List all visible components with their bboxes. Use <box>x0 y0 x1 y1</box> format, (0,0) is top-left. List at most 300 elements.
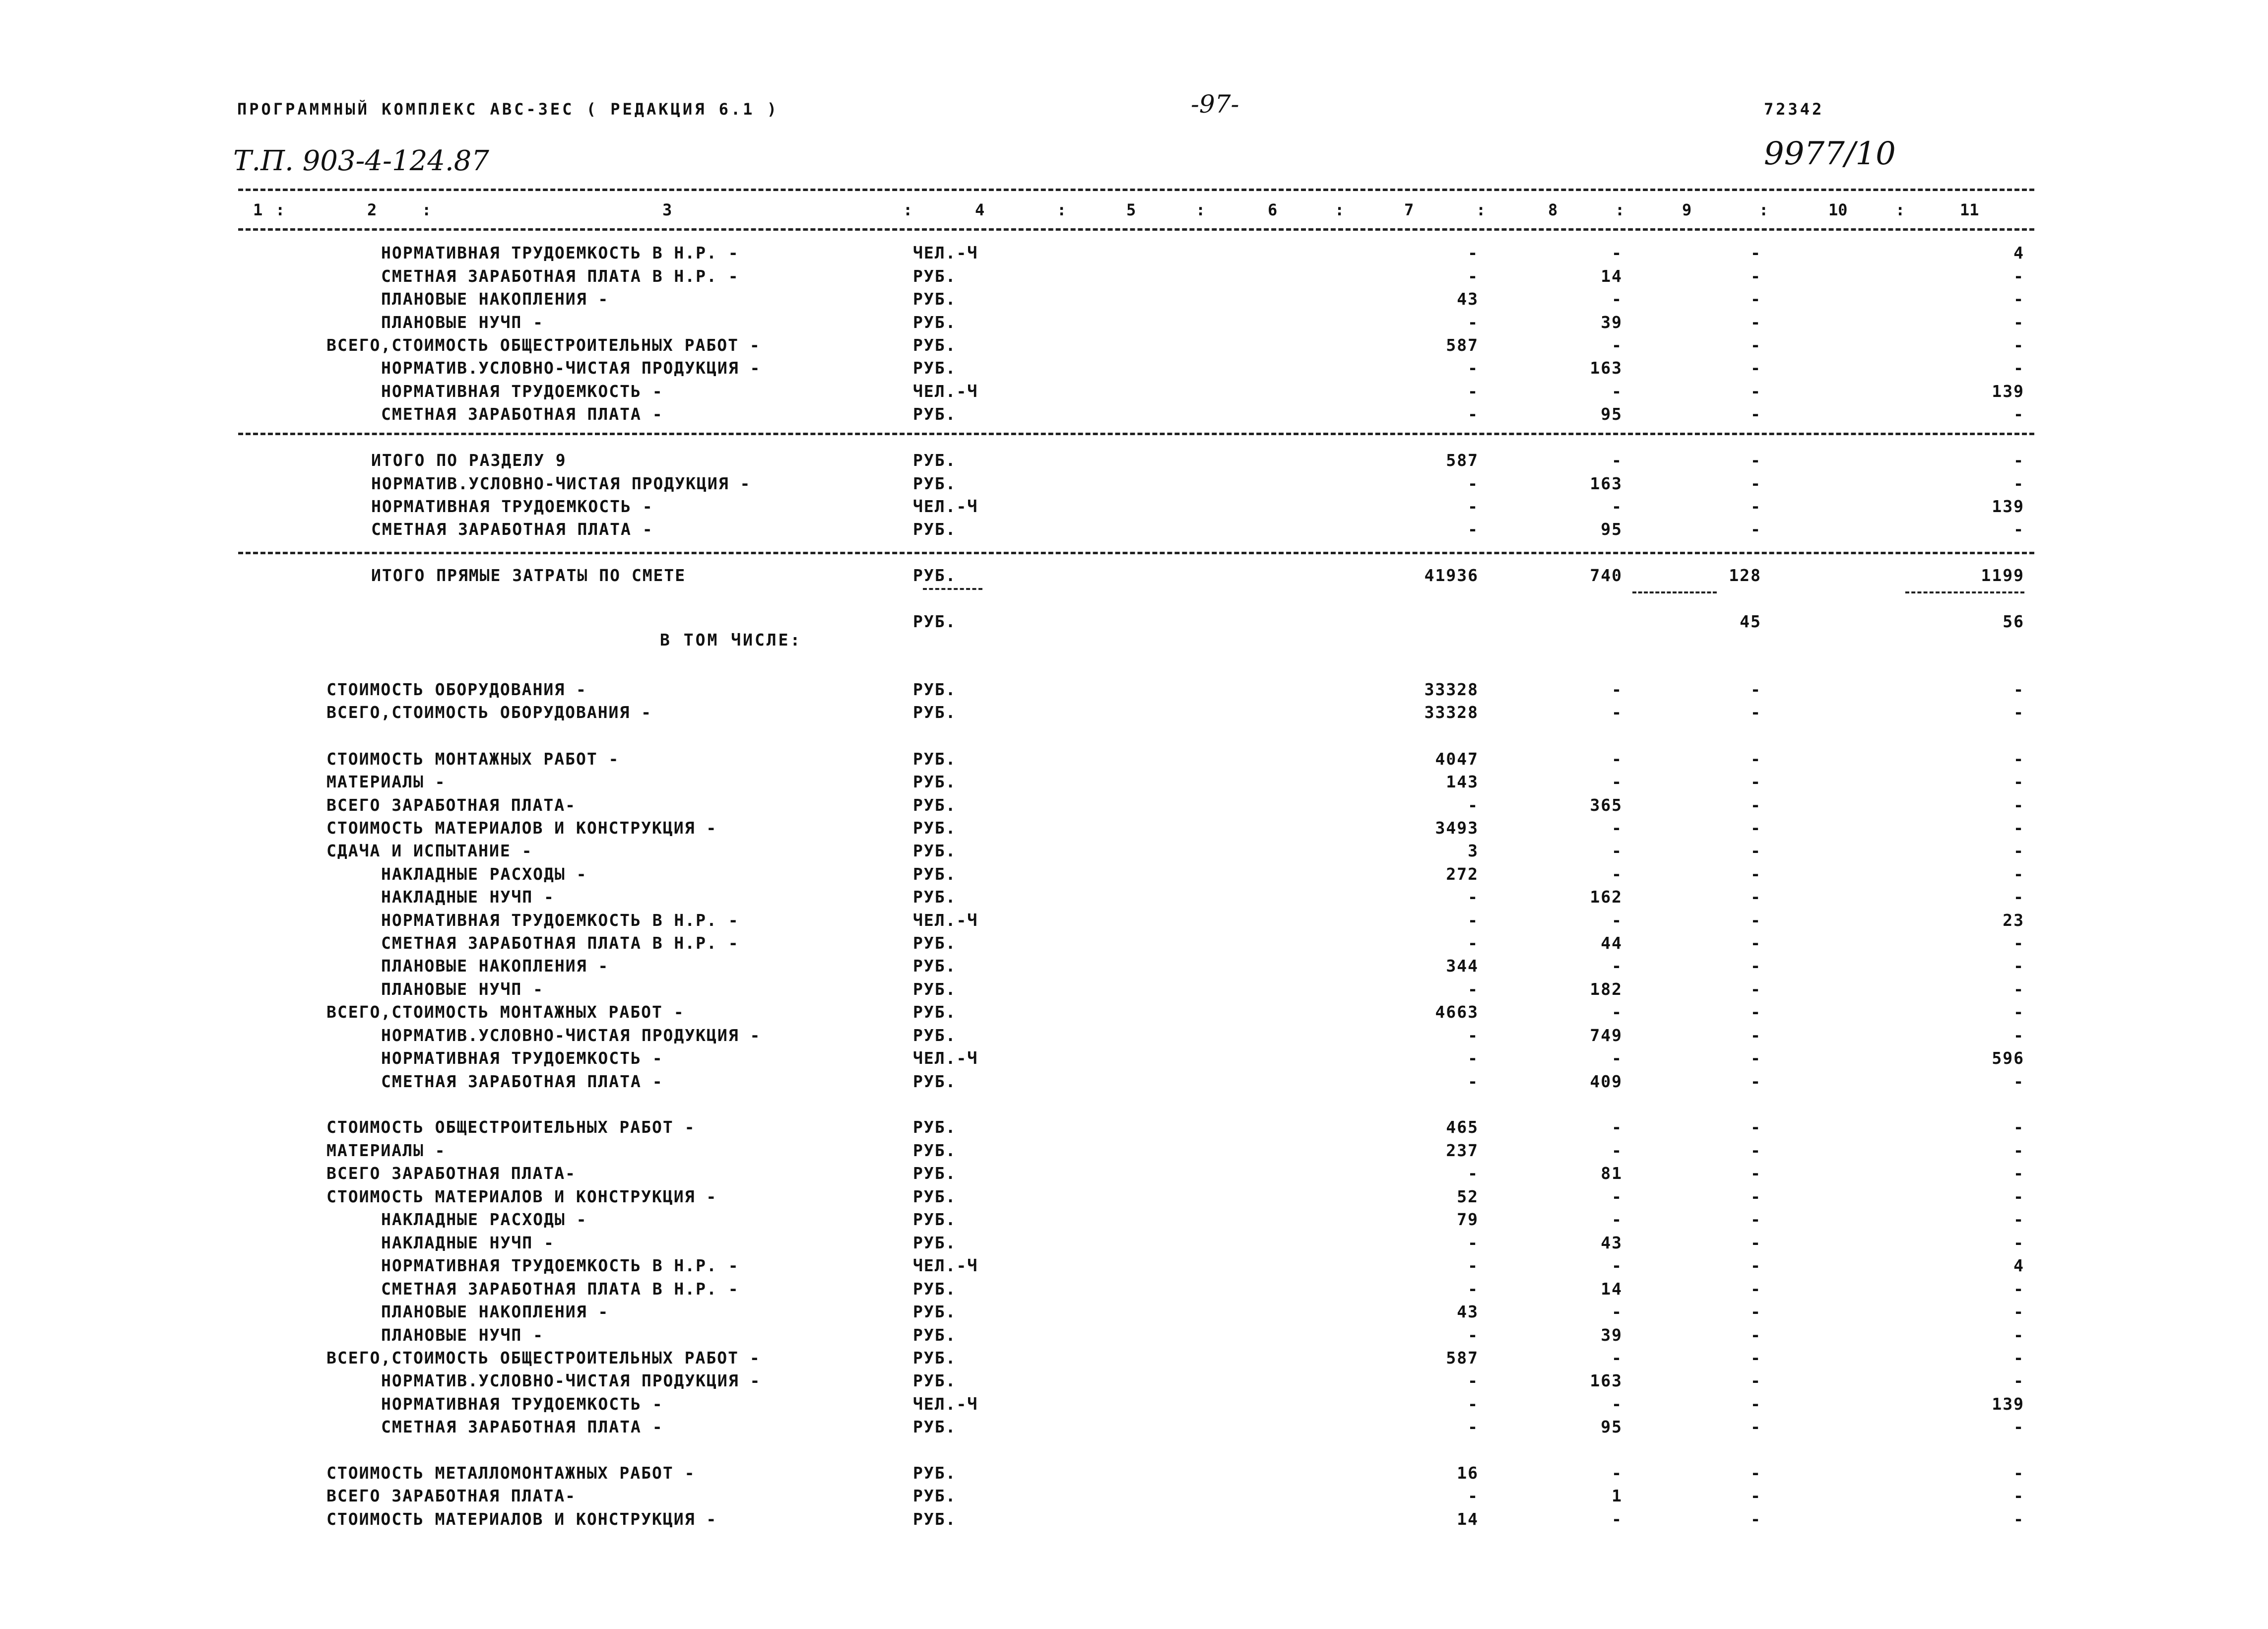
column-header-cell: 6 <box>1268 200 1278 219</box>
col8-value: - <box>1612 680 1622 699</box>
col7-value: - <box>1468 1233 1479 1252</box>
row-name: НОРМАТИВНАЯ ТРУДОЕМКОСТЬ - <box>381 1048 663 1068</box>
col9-value: 45 <box>1740 612 1761 631</box>
table-row <box>0 1325 2268 1345</box>
row-name: СТОИМОСТЬ МАТЕРИАЛОВ И КОНСТРУКЦИЯ - <box>326 1187 717 1206</box>
col8-value: - <box>1612 497 1622 516</box>
col8-value: 1 <box>1612 1486 1622 1505</box>
row-name: НОРМАТИВНАЯ ТРУДОЕМКОСТЬ В Н.Р. - <box>381 1256 739 1275</box>
row-name: НОРМАТИВ.УСЛОВНО-ЧИСТАЯ ПРОДУКЦИЯ - <box>381 1371 761 1390</box>
col8-value: - <box>1612 1210 1622 1229</box>
row-unit: РУБ. <box>913 703 957 722</box>
col7-value: - <box>1468 520 1479 539</box>
handwritten-number: 9977/10 <box>1764 135 1896 172</box>
table-row <box>0 703 2268 722</box>
row-unit: ЧЕЛ.-Ч <box>913 243 978 262</box>
table-row <box>0 313 2268 332</box>
row-unit: РУБ. <box>913 933 957 953</box>
col7-value: - <box>1468 1325 1479 1345</box>
row-name: СТОИМОСТЬ МАТЕРИАЛОВ И КОНСТРУКЦИЯ - <box>326 818 717 838</box>
row-unit: РУБ. <box>913 956 957 976</box>
col9-value: - <box>1750 749 1761 769</box>
table-row <box>0 1026 2268 1045</box>
rule-header <box>238 228 2034 231</box>
row-unit: РУБ. <box>913 520 957 539</box>
col9-value: - <box>1750 1509 1761 1529</box>
col11-value: 139 <box>1992 497 2024 516</box>
col11-value: - <box>2013 1279 2024 1299</box>
col9-value: - <box>1750 1394 1761 1414</box>
row-name: СМЕТНАЯ ЗАРАБОТНАЯ ПЛАТА В Н.Р. - <box>381 1279 739 1299</box>
table-row <box>0 1302 2268 1322</box>
col7-value: 237 <box>1446 1141 1479 1160</box>
col11-value: 139 <box>1992 1394 2024 1414</box>
col8-value: - <box>1612 1302 1622 1321</box>
col11-value: - <box>2013 887 2024 907</box>
column-header-cell: 5 <box>1126 200 1136 219</box>
col8-value: - <box>1612 451 1622 470</box>
col8-value: 163 <box>1590 358 1622 378</box>
col11-value: 139 <box>1992 382 2024 401</box>
row-name: СТОИМОСТЬ ОБЩЕСТРОИТЕЛЬНЫХ РАБОТ - <box>326 1117 696 1137</box>
column-header-cell: : <box>1335 200 1345 219</box>
column-header-cell: : <box>903 200 913 219</box>
table-row <box>0 520 2268 539</box>
col11-value: - <box>2013 864 2024 884</box>
table-row <box>0 956 2268 976</box>
col9-value: - <box>1750 956 1761 976</box>
col11-value: 4 <box>2013 243 2024 262</box>
table-row <box>0 358 2268 378</box>
table-row <box>0 566 2268 586</box>
row-name: НОРМАТИВНАЯ ТРУДОЕМКОСТЬ В Н.Р. - <box>381 243 739 262</box>
col11-value: - <box>2013 313 2024 332</box>
page-number: -97- <box>1191 90 1239 119</box>
row-unit: ЧЕЛ.-Ч <box>913 382 978 401</box>
col11-value: - <box>2013 335 2024 355</box>
col7-value: 43 <box>1457 1302 1479 1321</box>
table-row <box>0 979 2268 999</box>
column-header-cell: 9 <box>1682 200 1692 219</box>
col11-value: - <box>2013 1325 2024 1345</box>
col7-value: - <box>1468 1394 1479 1414</box>
col8-value: - <box>1612 382 1622 401</box>
row-name: НАКЛАДНЫЕ РАСХОДЫ - <box>381 1210 587 1229</box>
table-row <box>0 1072 2268 1092</box>
row-unit: РУБ. <box>913 772 957 791</box>
table-row <box>0 1117 2268 1137</box>
document-code: 72342 <box>1764 100 1824 119</box>
col7-value: - <box>1468 404 1479 424</box>
row-unit: РУБ. <box>913 313 957 332</box>
col8-value: - <box>1612 956 1622 976</box>
col11-value: - <box>2013 1026 2024 1045</box>
column-header-cell: 2 <box>367 200 377 219</box>
col7-value: - <box>1468 1417 1479 1436</box>
table-row <box>0 1187 2268 1207</box>
col11-value: - <box>2013 404 2024 424</box>
table-row <box>0 1002 2268 1022</box>
col9-value: - <box>1750 841 1761 860</box>
col7-value: 43 <box>1457 289 1479 309</box>
row-unit: РУБ. <box>913 474 957 493</box>
col11-value: - <box>2013 1210 2024 1229</box>
col11-value: 23 <box>2003 911 2024 930</box>
row-unit: РУБ. <box>913 1233 957 1252</box>
row-unit: РУБ. <box>913 1210 957 1229</box>
col11-value: - <box>2013 703 2024 722</box>
row-unit: РУБ. <box>913 1072 957 1091</box>
column-header-cell: : <box>422 200 432 219</box>
col7-value: - <box>1468 474 1479 493</box>
col11-value: - <box>2013 956 2024 976</box>
col11-value: - <box>2013 451 2024 470</box>
col9-value: - <box>1750 451 1761 470</box>
col8-value: - <box>1612 289 1622 309</box>
col7-value: 465 <box>1446 1117 1479 1137</box>
col8-value: - <box>1612 864 1622 884</box>
col7-value: 16 <box>1457 1463 1479 1483</box>
section-label: В ТОМ ЧИСЛЕ: <box>660 630 802 650</box>
column-header-cell: : <box>1615 200 1625 219</box>
col8-value: 95 <box>1601 404 1622 424</box>
col9-value: - <box>1750 818 1761 838</box>
column-header-cell: 8 <box>1548 200 1558 219</box>
col11-value: - <box>2013 1302 2024 1321</box>
col8-value: 163 <box>1590 1371 1622 1390</box>
col9-value: - <box>1750 243 1761 262</box>
col7-value: - <box>1468 266 1479 286</box>
table-row <box>0 335 2268 355</box>
row-name: ПЛАНОВЫЕ НАКОПЛЕНИЯ - <box>381 956 609 976</box>
col7-value: - <box>1468 887 1479 907</box>
subtotal-rule <box>923 588 982 590</box>
row-name: НОРМАТИВНАЯ ТРУДОЕМКОСТЬ - <box>381 382 663 401</box>
row-unit: РУБ. <box>913 1325 957 1345</box>
row-unit: РУБ. <box>913 404 957 424</box>
row-unit: РУБ. <box>913 1117 957 1137</box>
col11-value: - <box>2013 1463 2024 1483</box>
col7-value: 344 <box>1446 956 1479 976</box>
row-unit: ЧЕЛ.-Ч <box>913 911 978 930</box>
row-name: СТОИМОСТЬ ОБОРУДОВАНИЯ - <box>326 680 587 699</box>
col7-value: 3 <box>1468 841 1479 860</box>
row-unit: РУБ. <box>913 749 957 769</box>
col8-value: 81 <box>1601 1164 1622 1183</box>
col7-value: 52 <box>1457 1187 1479 1206</box>
row-unit: РУБ. <box>913 1371 957 1390</box>
column-header-cell: : <box>1895 200 1905 219</box>
col8-value: - <box>1612 911 1622 930</box>
col7-value: 14 <box>1457 1509 1479 1529</box>
row-unit: РУБ. <box>913 1463 957 1483</box>
column-header-cell: 3 <box>662 200 672 219</box>
table-row <box>0 680 2268 700</box>
row-unit: РУБ. <box>913 1417 957 1436</box>
col8-value: - <box>1612 1187 1622 1206</box>
col7-value: - <box>1468 979 1479 999</box>
row-name: ВСЕГО,СТОИМОСТЬ МОНТАЖНЫХ РАБОТ - <box>326 1002 685 1022</box>
col9-value: - <box>1750 497 1761 516</box>
row-name: ПЛАНОВЫЕ НУЧП - <box>381 979 544 999</box>
col8-value: 162 <box>1590 887 1622 907</box>
col7-value: - <box>1468 497 1479 516</box>
col7-value: - <box>1468 1048 1479 1068</box>
row-unit: РУБ. <box>913 1002 957 1022</box>
col9-value: - <box>1750 1302 1761 1321</box>
row-name: НОРМАТИВ.УСЛОВНО-ЧИСТАЯ ПРОДУКЦИЯ - <box>371 474 751 493</box>
sheet-title: Т.П. 903-4-124.87 <box>233 145 489 177</box>
row-unit: РУБ. <box>913 1279 957 1299</box>
col9-value: - <box>1750 1325 1761 1345</box>
table-row <box>0 497 2268 517</box>
row-unit: РУБ. <box>913 358 957 378</box>
col8-value: 95 <box>1601 520 1622 539</box>
col7-value: 79 <box>1457 1210 1479 1229</box>
col11-value: - <box>2013 979 2024 999</box>
table-row <box>0 474 2268 494</box>
table-row <box>0 612 2268 632</box>
col11-value: - <box>2013 772 2024 791</box>
col11-value: - <box>2013 1141 2024 1160</box>
col11-value: - <box>2013 818 2024 838</box>
col8-value: 43 <box>1601 1233 1622 1252</box>
column-header-cell: : <box>1476 200 1486 219</box>
col8-value: - <box>1612 703 1622 722</box>
col8-value: 39 <box>1601 313 1622 332</box>
row-name: ИТОГО ПО РАЗДЕЛУ 9 <box>371 451 567 470</box>
col11-value: - <box>2013 749 2024 769</box>
subtotal-rule <box>1632 591 1717 593</box>
col11-value: 596 <box>1992 1048 2024 1068</box>
row-unit: РУБ. <box>913 864 957 884</box>
col7-value: - <box>1468 243 1479 262</box>
col7-value: - <box>1468 1256 1479 1275</box>
col9-value: - <box>1750 1002 1761 1022</box>
col9-value: - <box>1750 1486 1761 1505</box>
table-row <box>0 1463 2268 1483</box>
row-name: СТОИМОСТЬ МЕТАЛЛОМОНТАЖНЫХ РАБОТ - <box>326 1463 696 1483</box>
col9-value: - <box>1750 887 1761 907</box>
row-name: СМЕТНАЯ ЗАРАБОТНАЯ ПЛАТА - <box>381 1417 663 1436</box>
col7-value: 41936 <box>1424 566 1479 585</box>
row-name: СМЕТНАЯ ЗАРАБОТНАЯ ПЛАТА - <box>381 404 663 424</box>
col11-value: - <box>2013 841 2024 860</box>
col8-value: 95 <box>1601 1417 1622 1436</box>
col11-value: 4 <box>2013 1256 2024 1275</box>
column-header-cell: : <box>275 200 285 219</box>
row-name: СМЕТНАЯ ЗАРАБОТНАЯ ПЛАТА - <box>371 520 653 539</box>
column-header-cell: : <box>1196 200 1206 219</box>
table-row <box>0 1233 2268 1253</box>
row-name: СТОИМОСТЬ МАТЕРИАЛОВ И КОНСТРУКЦИЯ - <box>326 1509 717 1529</box>
table-row <box>0 1417 2268 1437</box>
col8-value: - <box>1612 1141 1622 1160</box>
column-header-cell: 1 <box>253 200 263 219</box>
col8-value: 39 <box>1601 1325 1622 1345</box>
col11-value: - <box>2013 1348 2024 1368</box>
row-unit: РУБ. <box>913 795 957 815</box>
col7-value: - <box>1468 1279 1479 1299</box>
col11-value: - <box>2013 795 2024 815</box>
col8-value: - <box>1612 1048 1622 1068</box>
table-row <box>0 1371 2268 1391</box>
col7-value: - <box>1468 313 1479 332</box>
row-name: НАКЛАДНЫЕ РАСХОДЫ - <box>381 864 587 884</box>
subtotal-rule <box>1905 591 2024 593</box>
table-row <box>0 887 2268 907</box>
col9-value: - <box>1750 1141 1761 1160</box>
col7-value: 3493 <box>1435 818 1479 838</box>
col11-value: - <box>2013 680 2024 699</box>
col11-value: - <box>2013 474 2024 493</box>
rule-section-1 <box>238 433 2034 435</box>
row-name: ПЛАНОВЫЕ НАКОПЛЕНИЯ - <box>381 1302 609 1321</box>
row-name: НАКЛАДНЫЕ НУЧП - <box>381 887 555 907</box>
table-row <box>0 1210 2268 1230</box>
row-unit: ЧЕЛ.-Ч <box>913 1048 978 1068</box>
col9-value: - <box>1750 1256 1761 1275</box>
col9-value: - <box>1750 1164 1761 1183</box>
col7-value: - <box>1468 933 1479 953</box>
row-name: НОРМАТИВНАЯ ТРУДОЕМКОСТЬ В Н.Р. - <box>381 911 739 930</box>
row-name: НОРМАТИВНАЯ ТРУДОЕМКОСТЬ - <box>381 1394 663 1414</box>
row-name: ПЛАНОВЫЕ НУЧП - <box>381 313 544 332</box>
col8-value: 365 <box>1590 795 1622 815</box>
table-row <box>0 382 2268 401</box>
col8-value: - <box>1612 1002 1622 1022</box>
col8-value: 182 <box>1590 979 1622 999</box>
row-name: ПЛАНОВЫЕ НУЧП - <box>381 1325 544 1345</box>
row-unit: ЧЕЛ.-Ч <box>913 497 978 516</box>
col9-value: - <box>1750 382 1761 401</box>
rule-section-2 <box>238 552 2034 554</box>
col7-value: 272 <box>1446 864 1479 884</box>
row-name: ПЛАНОВЫЕ НАКОПЛЕНИЯ - <box>381 289 609 309</box>
col9-value: - <box>1750 266 1761 286</box>
row-name: ВСЕГО ЗАРАБОТНАЯ ПЛАТА- <box>326 1164 576 1183</box>
col11-value: - <box>2013 1117 2024 1137</box>
rule-top <box>238 189 2034 191</box>
col8-value: - <box>1612 1117 1622 1137</box>
col9-value: - <box>1750 358 1761 378</box>
col8-value: 44 <box>1601 933 1622 953</box>
row-unit: РУБ. <box>913 680 957 699</box>
table-row <box>0 404 2268 424</box>
col7-value: - <box>1468 1371 1479 1390</box>
row-name: СМЕТНАЯ ЗАРАБОТНАЯ ПЛАТА В Н.Р. - <box>381 933 739 953</box>
row-name: НОРМАТИВ.УСЛОВНО-ЧИСТАЯ ПРОДУКЦИЯ - <box>381 1026 761 1045</box>
table-row <box>0 1048 2268 1068</box>
table-row <box>0 266 2268 286</box>
col11-value: 56 <box>2003 612 2024 631</box>
table-row <box>0 864 2268 884</box>
col9-value: - <box>1750 335 1761 355</box>
row-name: ВСЕГО ЗАРАБОТНАЯ ПЛАТА- <box>326 795 576 815</box>
row-unit: РУБ. <box>913 612 957 631</box>
row-unit: РУБ. <box>913 1164 957 1183</box>
row-unit: РУБ. <box>913 1302 957 1321</box>
col7-value: - <box>1468 382 1479 401</box>
row-unit: ЧЕЛ.-Ч <box>913 1394 978 1414</box>
col8-value: 14 <box>1601 266 1622 286</box>
col11-value: - <box>2013 266 2024 286</box>
col8-value: - <box>1612 335 1622 355</box>
col11-value: - <box>2013 1371 2024 1390</box>
row-name: СТОИМОСТЬ МОНТАЖНЫХ РАБОТ - <box>326 749 620 769</box>
row-unit: РУБ. <box>913 566 957 585</box>
col7-value: 4047 <box>1435 749 1479 769</box>
col7-value: - <box>1468 1026 1479 1045</box>
col9-value: - <box>1750 703 1761 722</box>
col9-value: - <box>1750 1210 1761 1229</box>
col9-value: - <box>1750 313 1761 332</box>
col11-value: - <box>2013 289 2024 309</box>
col8-value: - <box>1612 772 1622 791</box>
col9-value: - <box>1750 1117 1761 1137</box>
col9-value: - <box>1750 474 1761 493</box>
row-name: СМЕТНАЯ ЗАРАБОТНАЯ ПЛАТА - <box>381 1072 663 1091</box>
col11-value: - <box>2013 1187 2024 1206</box>
table-row <box>0 1394 2268 1414</box>
row-unit: РУБ. <box>913 887 957 907</box>
table-row <box>0 795 2268 815</box>
col9-value: - <box>1750 979 1761 999</box>
col9-value: - <box>1750 911 1761 930</box>
table-row <box>0 1348 2268 1368</box>
table-row <box>0 1256 2268 1276</box>
col7-value: 143 <box>1446 772 1479 791</box>
row-unit: РУБ. <box>913 451 957 470</box>
row-name: НОРМАТИВ.УСЛОВНО-ЧИСТАЯ ПРОДУКЦИЯ - <box>381 358 761 378</box>
col8-value: - <box>1612 1348 1622 1368</box>
col9-value: - <box>1750 795 1761 815</box>
col9-value: - <box>1750 520 1761 539</box>
col8-value: 14 <box>1601 1279 1622 1299</box>
col9-value: - <box>1750 1187 1761 1206</box>
row-name: НОРМАТИВНАЯ ТРУДОЕМКОСТЬ - <box>371 497 653 516</box>
col8-value: 740 <box>1590 566 1622 585</box>
table-row <box>0 289 2268 309</box>
row-name: СМЕТНАЯ ЗАРАБОТНАЯ ПЛАТА В Н.Р. - <box>381 266 739 286</box>
row-unit: РУБ. <box>913 289 957 309</box>
column-header-cell: 11 <box>1960 200 1979 219</box>
col8-value: - <box>1612 1509 1622 1529</box>
column-header-cell: 10 <box>1828 200 1848 219</box>
row-name: ВСЕГО,СТОИМОСТЬ ОБЩЕСТРОИТЕЛЬНЫХ РАБОТ - <box>326 1348 761 1368</box>
table-row <box>0 841 2268 861</box>
column-header-cell: 4 <box>975 200 985 219</box>
col8-value: - <box>1612 243 1622 262</box>
col9-value: - <box>1750 1048 1761 1068</box>
column-header-cell: : <box>1759 200 1769 219</box>
col11-value: - <box>2013 1486 2024 1505</box>
col9-value: - <box>1750 404 1761 424</box>
col11-value: - <box>2013 520 2024 539</box>
col7-value: - <box>1468 795 1479 815</box>
table-row <box>0 933 2268 953</box>
col7-value: 587 <box>1446 335 1479 355</box>
col9-value: - <box>1750 1371 1761 1390</box>
row-name: НАКЛАДНЫЕ НУЧП - <box>381 1233 555 1252</box>
col8-value: - <box>1612 841 1622 860</box>
col8-value: 409 <box>1590 1072 1622 1091</box>
table-row <box>0 772 2268 792</box>
col11-value: - <box>2013 933 2024 953</box>
row-name: ВСЕГО,СТОИМОСТЬ ОБЩЕСТРОИТЕЛЬНЫХ РАБОТ - <box>326 335 761 355</box>
col7-value: 33328 <box>1424 703 1479 722</box>
col9-value: - <box>1750 1233 1761 1252</box>
